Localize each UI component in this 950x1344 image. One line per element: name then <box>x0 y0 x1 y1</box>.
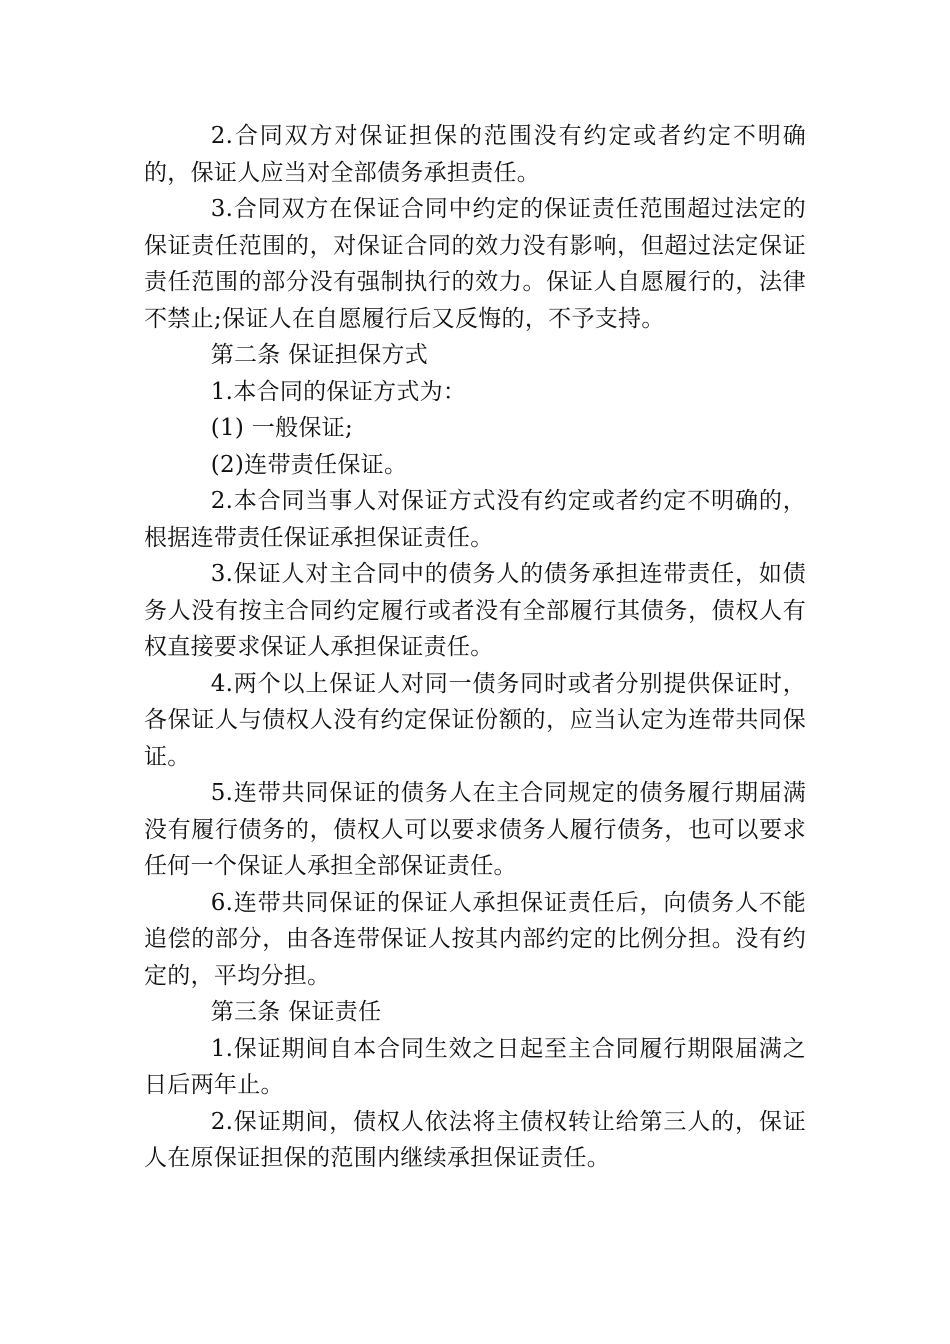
clause-3-item-2: 2.保证期间，债权人依法将主债权转让给第三人的，保证人在原保证担保的范围内继续承担保证责任。 <box>144 1108 806 1171</box>
clause-2-item-5: 5.连带共同保证的债务人在主合同规定的债务履行期届满没有履行债务的，债权人可以要求债务人履行债务，也可以要求任何一个保证人承担全部保证责任。 <box>144 780 806 879</box>
clause-3-heading: 第三条 保证责任 <box>210 999 382 1025</box>
clause-2-heading: 第二条 保证担保方式 <box>210 342 428 368</box>
clause-2-item-3: 3.保证人对主合同中的债务人的债务承担连带责任，如债务人没有按主合同约定履行或者没有全部履行其债务，债权人有权直接要求保证人承担保证责任。 <box>144 561 806 660</box>
clause-2-item-1-option-1: (1) 一般保证; <box>210 415 354 441</box>
document-page <box>144 118 806 1177</box>
clause-3-item-1: 1.保证期间自本合同生效之日起至主合同履行期限届满之日后两年止。 <box>144 1035 806 1098</box>
clause-2-item-1: 1.本合同的保证方式为： <box>210 378 467 405</box>
clause-2-item-6: 6.连带共同保证的保证人承担保证责任后，向债务人不能追偿的部分，由各连带保证人按其内部约定的比例分担。没有约定的，平均分担。 <box>144 889 806 989</box>
clause-1-item-2: 2.合同双方对保证担保的范围没有约定或者约定不明确的，保证人应当对全部债务承担责任。 <box>144 123 806 186</box>
clause-1-item-3: 3.合同双方在保证合同中约定的保证责任范围超过法定的保证责任范围的，对保证合同的效力没有影响，但超过法定保证责任范围的部分没有强制执行的效力。保证人自愿履行的，法律不禁止;保证人在自愿履行后又反悔的，不予支持。 <box>144 196 806 332</box>
clause-2-item-1-option-2: (2)连带责任保证。 <box>210 451 408 478</box>
clause-2-item-2: 2.本合同当事人对保证方式没有约定或者约定不明确的，根据连带责任保证承担保证责任。 <box>144 488 806 551</box>
clause-2-item-4: 4.两个以上保证人对同一债务同时或者分别提供保证时，各保证人与债权人没有约定保证份额的，应当认定为连带共同保证。 <box>144 670 806 770</box>
